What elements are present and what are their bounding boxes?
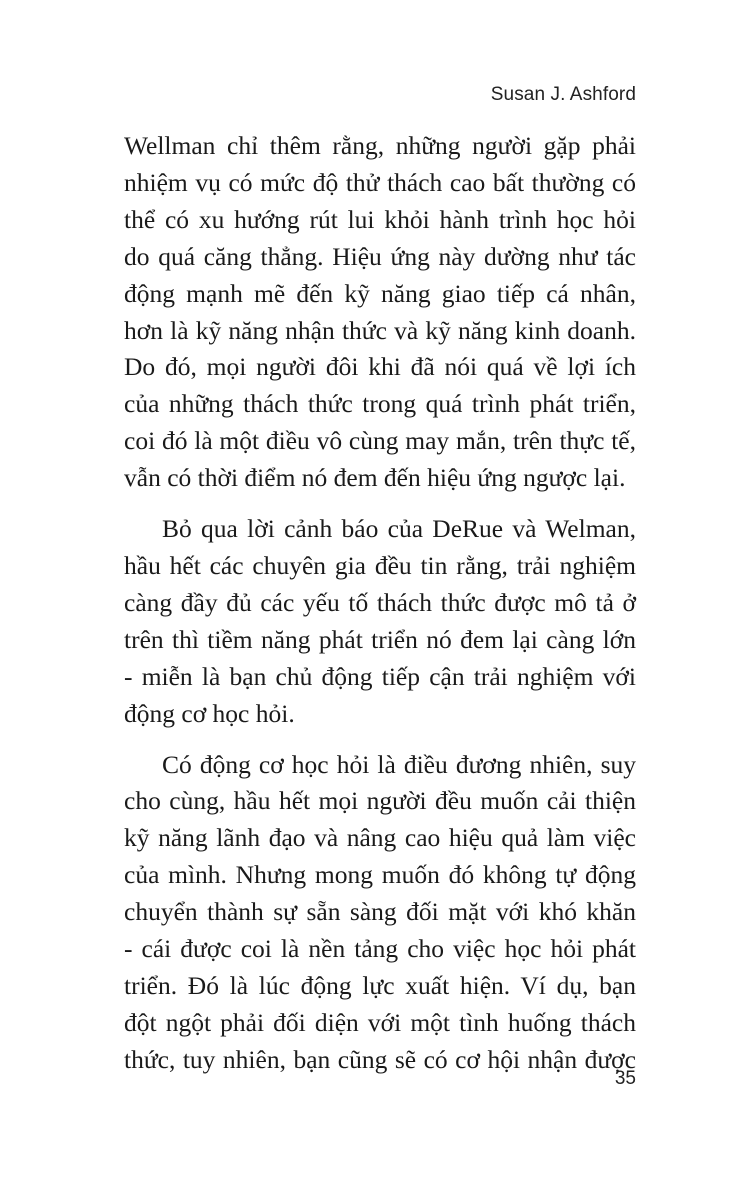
text-line: Wellman chỉ thêm rằng, những người gặp phải: [124, 131, 636, 160]
text-line: hơn là kỹ năng nhận thức và kỹ năng kinh doanh.: [124, 315, 636, 345]
text-line: coi đó là một điều vô cùng may mắn, trên thực tế,: [124, 426, 636, 456]
page-number: 35: [614, 1068, 636, 1089]
paragraph: [124, 128, 636, 497]
text-line: - miễn là bạn chủ động tiếp cận trải nghiệm với: [124, 661, 636, 691]
text-line: vẫn có thời điểm nó đem đến hiệu ứng ngược lại.: [124, 463, 626, 493]
text-line: Do đó, mọi người đôi khi đã nói quá về lợi ích: [124, 352, 636, 382]
text-line: trên thì tiềm năng phát triển nó đem lại càng lớn: [124, 624, 636, 654]
text-line: động cơ học hỏi.: [124, 698, 295, 728]
text-line: động mạnh mẽ đến kỹ năng giao tiếp cá nhân,: [124, 278, 636, 308]
text-line: Bỏ qua lời cảnh báo của DeRue và Welman,: [162, 514, 636, 544]
text-line: chuyển thành sự sẵn sàng đối mặt với khó khăn: [124, 897, 636, 927]
text-line: đột ngột phải đối diện với một tình huống thách: [124, 1007, 636, 1037]
text-line: triển. Đó là lúc động lực xuất hiện. Ví dụ, bạn: [124, 970, 636, 1000]
paragraph: [124, 511, 636, 732]
body-text: [124, 128, 636, 1079]
text-line: - cái được coi là nền tảng cho việc học hỏi phát: [124, 934, 636, 964]
text-line: do quá căng thẳng. Hiệu ứng này dường như tác: [124, 241, 636, 271]
text-line: của mình. Nhưng mong muốn đó không tự động: [124, 860, 636, 890]
text-line: thức, tuy nhiên, bạn cũng sẽ có cơ hội nhận được: [124, 1044, 636, 1074]
text-line: thể có xu hướng rút lui khỏi hành trình học hỏi: [124, 204, 636, 234]
text-line: kỹ năng lãnh đạo và nâng cao hiệu quả làm việc: [124, 823, 636, 853]
running-header-author: Susan J. Ashford: [490, 84, 636, 105]
text-line: của những thách thức trong quá trình phát triển,: [124, 389, 636, 419]
text-line: cho cùng, hầu hết mọi người đều muốn cải thiện: [124, 786, 636, 816]
text-line: nhiệm vụ có mức độ thử thách cao bất thường có: [124, 167, 636, 197]
paragraph: [124, 747, 636, 1079]
text-line: Có động cơ học hỏi là điều đương nhiên, suy: [162, 749, 636, 779]
text-line: càng đầy đủ các yếu tố thách thức được mô tả ở: [124, 587, 636, 617]
text-line: hầu hết các chuyên gia đều tin rằng, trải nghiệm: [124, 550, 636, 580]
